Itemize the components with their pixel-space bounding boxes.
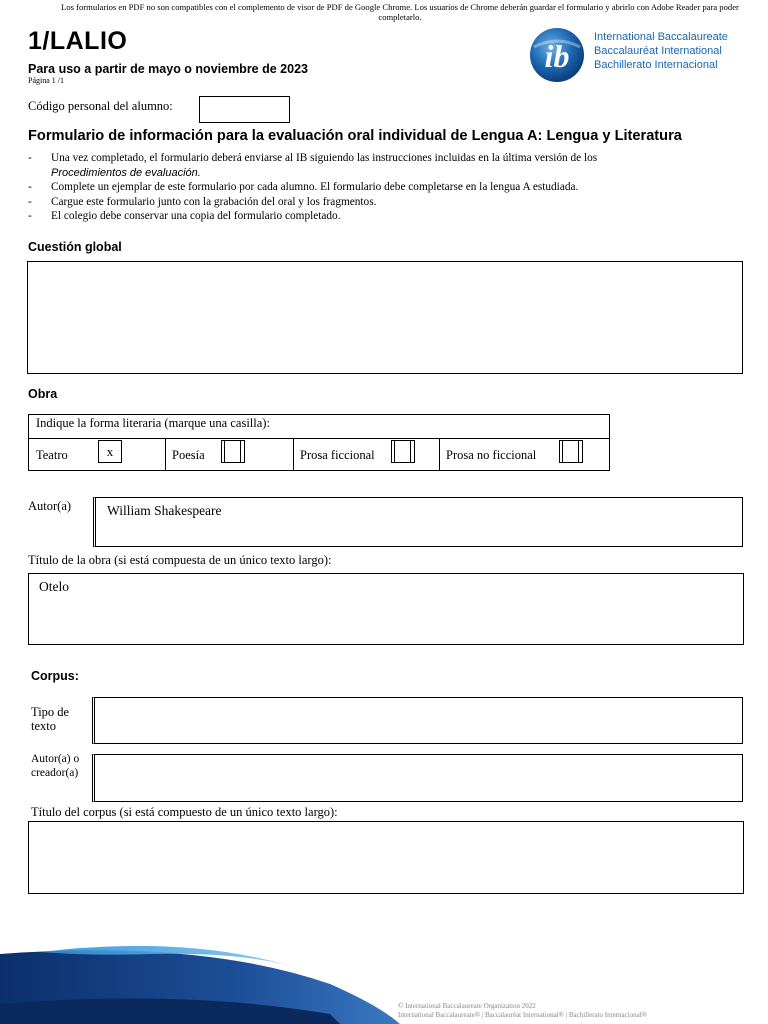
page-number: Página 1 /1 xyxy=(28,76,64,85)
student-code-field[interactable] xyxy=(199,96,290,123)
table-divider xyxy=(165,438,166,471)
bullet-dash: - xyxy=(28,195,32,208)
corpus-title-label: Título del corpus (si está compuesto de un único texto largo): xyxy=(31,805,338,819)
ib-logo-text-fr: Baccalauréat International xyxy=(594,45,722,57)
option-label-prosa-no-ficcional: Prosa no ficcional xyxy=(446,448,537,462)
form-code: 1/LALIO xyxy=(28,27,128,55)
corpus-title-field[interactable] xyxy=(28,821,744,894)
checkbox-inner xyxy=(224,440,241,462)
ib-logo-text-en: International Baccalaureate xyxy=(594,31,728,43)
student-code-label: Código personal del alumno: xyxy=(28,99,173,113)
text-type-field[interactable] xyxy=(92,697,743,744)
checkbox-poesia[interactable] xyxy=(221,440,245,463)
pdf-viewer-notice: Los formularios en PDF no son compatibles con el complemento de visor de PDF de Google Chrome. Los usuarios de Chrome deberán guardar el formulario y abrirlo con Adobe Reader para poder completarlo. xyxy=(61,2,739,22)
author-label: Autor(a) xyxy=(28,499,72,513)
procedures-link[interactable]: Procedimientos de evaluación. xyxy=(51,166,201,179)
table-divider xyxy=(439,438,440,471)
instruction-text: El colegio debe conservar una copia del formulario completado. xyxy=(51,210,341,222)
literary-form-prompt: Indique la forma literaria (marque una casilla): xyxy=(36,416,270,430)
instruction-item xyxy=(28,180,748,195)
text-type-label xyxy=(31,705,69,733)
table-divider xyxy=(29,438,609,439)
creator-label-line: creador(a) xyxy=(31,767,79,779)
footer-copyright: © International Baccalaureate Organization 2022 xyxy=(398,1002,536,1010)
form-subtitle: Para uso a partir de mayo o noviembre de 2023 xyxy=(28,62,308,76)
instruction-item xyxy=(28,151,748,180)
literary-form-table xyxy=(28,414,610,471)
instruction-item xyxy=(28,195,748,210)
work-heading: Obra xyxy=(28,387,58,401)
checkbox-prosa-ficcional[interactable] xyxy=(391,440,415,463)
creator-label-line: Autor(a) o xyxy=(31,753,80,765)
form-title: Formulario de información para la evaluación oral individual de Lengua A: Lengua y Literatura xyxy=(28,128,682,144)
bullet-dash: - xyxy=(28,181,32,193)
author-field[interactable]: William Shakespeare xyxy=(93,497,743,547)
instruction-text: Una vez completado, el formulario deberá enviarse al IB siguiendo las instrucciones incluidas en la última versión de los xyxy=(51,152,598,164)
ib-logo xyxy=(528,27,743,83)
work-title-label: Título de la obra (si está compuesta de un único texto largo): xyxy=(28,553,332,567)
creator-label xyxy=(31,752,79,780)
global-issue-heading: Cuestión global xyxy=(28,240,122,254)
checkbox-inner xyxy=(562,440,579,462)
checkbox-teatro[interactable]: x xyxy=(98,440,122,463)
option-label-prosa-ficcional: Prosa ficcional xyxy=(300,448,375,462)
footer-wave-graphic xyxy=(0,934,768,1024)
global-issue-field[interactable] xyxy=(27,261,743,374)
instruction-item xyxy=(28,209,748,224)
text-type-label-line: Tipo de xyxy=(31,705,70,719)
ib-logo-icon xyxy=(528,27,586,83)
option-label-poesia: Poesía xyxy=(172,448,205,462)
corpus-heading: Corpus: xyxy=(31,669,79,683)
checkbox-prosa-no-ficcional[interactable] xyxy=(559,440,583,463)
bullet-dash: - xyxy=(28,152,32,164)
checkbox-inner xyxy=(394,440,411,462)
instruction-text: Cargue este formulario junto con la grabación del oral y los fragmentos. xyxy=(51,195,377,208)
ib-logo-text-es: Bachillerato Internacional xyxy=(594,59,718,71)
footer-trademarks: International Baccalaureate® | Baccalauréat International® | Bachillerato Internacional® xyxy=(398,1011,648,1019)
table-divider xyxy=(293,438,294,471)
option-label-teatro: Teatro xyxy=(36,448,68,462)
creator-field[interactable] xyxy=(92,754,743,802)
instruction-text: Complete un ejemplar de este formulario por cada alumno. El formulario debe completarse en la lengua A estudiada. xyxy=(51,181,579,193)
instructions-list xyxy=(28,151,748,224)
bullet-dash: - xyxy=(28,210,32,222)
work-title-field[interactable]: Otelo xyxy=(28,573,744,645)
svg-text:ib: ib xyxy=(544,38,570,74)
text-type-label-line: texto xyxy=(31,719,56,733)
